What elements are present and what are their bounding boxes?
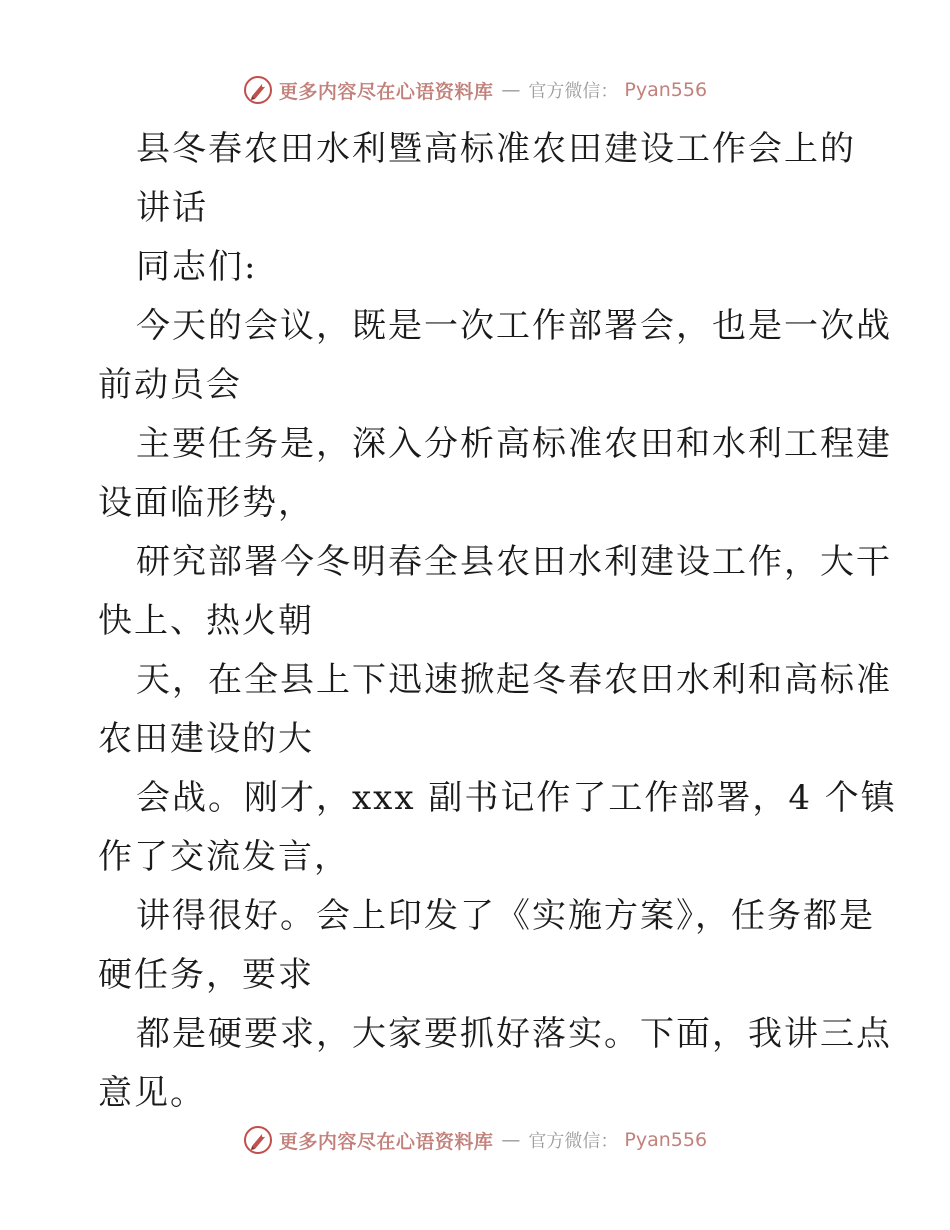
footer-banner-inner bbox=[243, 1125, 707, 1155]
header-dash: — bbox=[501, 79, 521, 101]
footer-wechat-id: Pyan556 bbox=[624, 1129, 708, 1151]
document-line: 讲得很好。会上印发了《实施方案》，任务都是 bbox=[136, 896, 875, 936]
footer-wechat-label: 官方微信： bbox=[528, 1131, 619, 1152]
header-banner-inner bbox=[243, 75, 707, 105]
document-line: 天，在全县上下迅速掀起冬春农田水利和高标准 bbox=[136, 660, 892, 700]
footer-dash: — bbox=[501, 1129, 521, 1151]
document-body bbox=[98, 120, 897, 1123]
document-line: 前动员会 bbox=[98, 365, 242, 405]
header-wechat-id: Pyan556 bbox=[624, 79, 708, 101]
document-line: 硬任务，要求 bbox=[98, 955, 314, 995]
document-line: 快上、热火朝 bbox=[98, 601, 314, 641]
footer-banner bbox=[0, 1120, 950, 1160]
document-line: 研究部署今冬明春全县农田水利建设工作，大干 bbox=[136, 542, 892, 582]
document-line: 今天的会议，既是一次工作部署会，也是一次战 bbox=[136, 306, 892, 346]
document-line: 设面临形势， bbox=[98, 483, 314, 523]
pen-logo-icon bbox=[243, 75, 273, 105]
document-line: 都是硬要求，大家要抓好落实。下面，我讲三点 bbox=[136, 1014, 892, 1054]
document-line: 县冬春农田水利暨高标准农田建设工作会上的 bbox=[136, 129, 856, 169]
document-line: 农田建设的大 bbox=[98, 719, 314, 759]
header-brand-text: 更多内容尽在心语资料库 bbox=[278, 80, 494, 103]
pen-logo-icon bbox=[243, 1125, 273, 1155]
document-line: 意见。 bbox=[98, 1073, 206, 1113]
document-line: 作了交流发言， bbox=[98, 837, 350, 877]
document-line: 主要任务是，深入分析高标准农田和水利工程建 bbox=[136, 424, 892, 464]
document-line: 讲话 bbox=[136, 188, 208, 228]
header-banner bbox=[0, 70, 950, 110]
header-wechat-label: 官方微信： bbox=[528, 81, 619, 102]
footer-brand-text: 更多内容尽在心语资料库 bbox=[278, 1130, 494, 1153]
document-line: 会战。刚才，xxx 副书记作了工作部署，4 个镇 bbox=[136, 778, 897, 818]
document-line: 同志们: bbox=[136, 247, 258, 287]
